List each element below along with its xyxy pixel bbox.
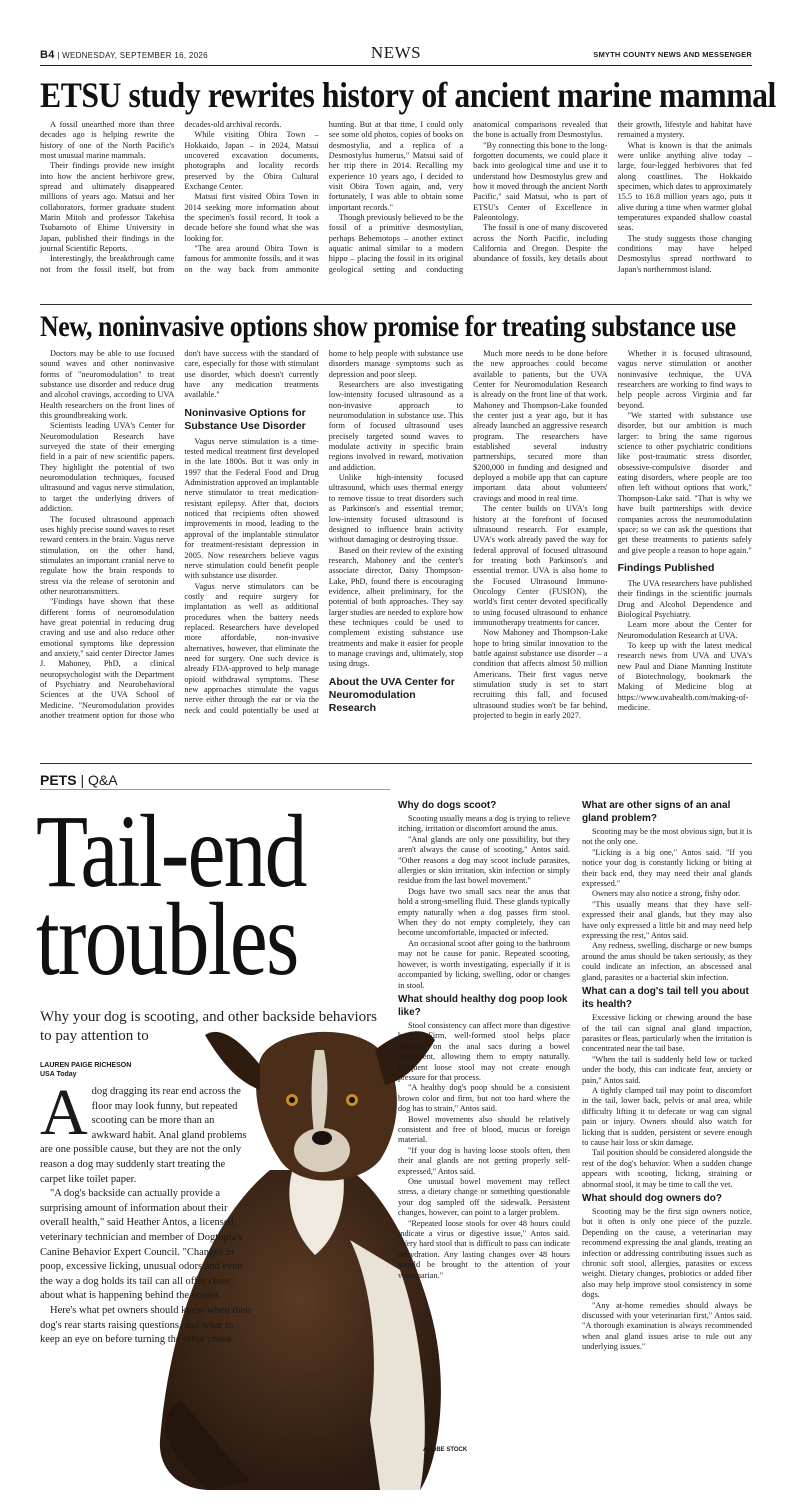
story2-headline: New, noninvasive options show promise for treating substance use <box>40 310 736 343</box>
paragraph: "The area around Obira Town is famous for ammonite fossils, and it was on the way back from ammonite hunting. But at that time, I could only see some old photos, copies of books on desmostylia, and a replica of a Desmostylus humerus," Matsui said of her trip there in 2014. Recalling my experience 10 years ago, I decided to visit Obira Town again, and, very fortunately, I was able to obtain some important records." <box>184 120 464 274</box>
paragraph: Learn more about the Center for Neuromodulation Research at UVA. <box>617 620 752 640</box>
folio-left: B4 | WEDNESDAY, SEPTEMBER 16, 2026 <box>40 48 208 61</box>
byline-org: USA Today <box>40 1071 77 1078</box>
paragraph: One unusual bowel movement may reflect stress, a dietary change or something questionable your dog sampled off the sidewalk. Persistent changes, however, can point to a larger problem. <box>398 1177 570 1218</box>
paragraph: Though previously believed to be the fossil of a primitive desmostylian, perhaps Behemotops – another extinct aquatic animal similar to a modern hippo – placing the fossil in its original geological setting and conducting anatomical comparisons revealed that the bone is actually from Desmostylus. <box>328 120 608 274</box>
story1-body <box>40 120 752 302</box>
pets-deck: Why your dog is scooting, and other backside behaviors to pay attention to <box>40 1009 378 1044</box>
paragraph: Based on their review of the existing research, Mahoney and the center's associate director, Daisy Thompson-Lake, PhD, found there is encouraging evidence, albeit preliminary, for the potential of both approaches. They say larger studies are needed to explore how these techniques could be used to complement existing substance use treatments and make it easier for people to manage cravings and, ultimately, stop using drugs. <box>328 545 464 669</box>
paragraph: Excessive licking or chewing around the base of the tail can signal anal gland impaction, parasites or fleas, particularly when the irritation is concentrated near the tail base. <box>582 1013 752 1054</box>
paragraph: "Anal glands are only one possibility, but they aren't always the cause of scooting," Antos said. "Other reasons a dog may scoot include parasites, allergies or skin irritation, skin infection or simply residue from the last bowel movement." <box>398 834 570 886</box>
paragraph: Much more needs to be done before the new approaches could become available to patients, but the UVA Center for Neuromodulation Research is already on the front line of that work. Mahoney and Thompson-Lake founded the center just a year ago, but it has already launched an aggressive research program. The researchers have established several industry partnerships, secured more than $200,000 in funding and designed and deployed a mobile app that can capture important data about volunteers' cravings and mood in real time. <box>473 349 608 503</box>
byline-name: LAUREN PAIGE RICHESON <box>40 1062 132 1069</box>
paragraph: dog dragging its rear end across the floor may look funny, but repeated scooting can be more than an awkward habit. Anal gland problems are one possible cause, but they are not the only reason a dog may suddenly start treating the carpet like toilet paper. <box>40 1086 247 1185</box>
question-heading: What should dog owners do? <box>582 1193 722 1204</box>
paragraph: "If your dog is having loose stools often, then their anal glands are not getting properly self-expressed," Antos said. <box>398 1145 570 1176</box>
headline-line: Tail-end <box>36 794 306 909</box>
divider <box>40 763 752 764</box>
paragraph: The focused ultrasound approach uses highly precise sound waves to reset reward centers in the brain. Vagus nerve stimulation, on the other hand, stimulates an important cranial nerve to regulate how the brain responds to stress via the release of serotonin and other neurotransmitters. <box>40 514 175 596</box>
subhead: Findings Published <box>617 561 715 574</box>
story1-headline: ETSU study rewrites history of ancient marine mammal <box>40 75 776 115</box>
paragraph: While visiting Obira Town – Hokkaido, Japan – in 2024, Matsui uncovered excavation documents, photographs and locality records preserved by the Obira Cultural Exchange Center. <box>184 130 319 192</box>
paragraph: "This usually means that they have self-expressed their anal glands, but they may also have only expressed a little bit and may need help expressing the rest," Antos said. <box>582 899 752 941</box>
pets-section-label: PETS | Q&A <box>40 772 118 788</box>
paragraph: The center builds on UVA's long history at the forefront of focused ultrasound research. For example, UVA's work already paved the way for federal approval of focused ultrasound for treating both Parkinson's and essential tremor. UVA is also home to the Focused Ultrasound Immuno-Oncology Center (FUSION), the world's first center devoted specifically to using focused ultrasound to enhance immunotherapy treatments for cancer. <box>473 504 608 627</box>
paragraph: "When the tail is suddenly held low or tucked under the body, this can indicate fear, anxiety or pain," Antos said. <box>582 1054 752 1085</box>
pets-headline <box>36 794 365 997</box>
paragraph: Here's what pet owners should know when their dog's rear starts raising questions, and what to keep an eye on before turning the other cheek. <box>40 1304 252 1346</box>
paragraph: An occasional scoot after going to the bathroom may not be cause for panic. Repeated scooting, however, is worth investigating, especially if it is accompanied by licking, swelling, odor or changes in stool. <box>398 938 570 990</box>
photo-credit: ADOBE STOCK <box>423 1447 468 1453</box>
question-heading: What are other signs of an anal gland problem? <box>582 800 731 824</box>
subhead: Noninvasive Options for Substance Use Disorder <box>184 406 306 432</box>
paragraph: Matsui first visited Obira Town in 2014 seeking more information about the specimen's fossil record. It took a decade before she found what she was looking for. <box>184 192 319 243</box>
paragraph: Any redness, swelling, discharge or new bumps around the anus should be taken seriously, as they could indicate an infection, an abscessed anal gland, parasites or a bacterial skin infection. <box>582 941 752 982</box>
paragraph: "By connecting this bone to the long-forgotten documents, we could place it back into geological time and use it to understand how Desmostylus grew and how it moved through the ancient North Pacific," said Matsui, who is part of ETSU's Center of Excellence in Paleontology. <box>473 140 608 223</box>
paragraph: "Findings have shown that these different forms of neuromodulation have great potential in reducing drug craving and use and also reduce other emotional symptoms like depression and anxiety," said center Director James J. Mahoney, PhD, a clinical neuropsychologist with the Department of Psychiatry and Neurobehavioral Sciences at the UVA School of Medicine. "Neuromodulation provides another treatment option for those who don't have success with the standard of care, especially for those with stimulant use disorder, which doesn't currently have any medication treatments available." <box>40 349 319 721</box>
question-heading: Why do dogs scoot? <box>398 800 497 811</box>
paragraph: A tightly clamped tail may point to discomfort in the tail, lower back, pelvis or anal area, while difficulty lifting it to defecate or wag can signal pain or injury. Owners should also watch for licking that is sudden, persistent or severe enough to cause hair loss or skin damage. <box>582 1085 752 1147</box>
issue-date: WEDNESDAY, SEPTEMBER 16, 2026 <box>62 50 208 60</box>
question-heading: What can a dog's tail tell you about its health? <box>582 986 749 1011</box>
qa-column-right <box>582 797 752 1353</box>
qa-label: Q&A <box>88 772 118 788</box>
paragraph: "Repeated loose stools for over 48 hours could indicate a virus or digestive issue," Antos said. "Very hard stool that is difficult to pass can indicate dehydration. Any lasting changes over 48 hours should be brought to the attention of your veterinarian." <box>398 1218 570 1280</box>
paragraph: A fossil unearthed more than three decades ago is helping rewrite the history of one of the North Pacific's most unusual marine mammals. <box>40 120 175 161</box>
qa-column-middle <box>398 797 570 1281</box>
paragraph: Interestingly, the breakthrough came not from the fossil itself, but from decades-old archival records. <box>40 120 282 274</box>
paragraph: The UVA researchers have published their findings in the scientific journals Drug and Alcohol Dependence and Biological Psychiatry. <box>617 578 752 619</box>
paragraph: Scientists leading UVA's Center for Neuromodulation Research have surveyed the state of their emerging field in a pair of new scientific papers. They highlight the potential of two neuromodulation techniques, focused ultrasound and vagus nerve stimulation, to target the underlying drivers of addiction. <box>40 421 175 514</box>
section-name: NEWS <box>370 43 422 62</box>
pets-lead <box>40 1076 252 1348</box>
paragraph: Unlike high-intensity focused ultrasound, which uses thermal energy to remove tissue to treat disorders such as Parkinson's and essential tremor, low-intensity focused ultrasound is designed to influence brain activity without damaging or destroying tissue. <box>328 473 464 545</box>
divider <box>40 789 390 790</box>
paragraph: Vagus nerve stimulation is a time-tested medical treatment first developed in the late 1800s. But it was only in 1997 that the Federal Food and Drug Administration approved an implantable nerve stimulator to treat medication-resistant epilepsy. After that, doctors noticed that recipients often showed improvements in mood, leading to the approval of the implantable stimulator for treatment-resistant depression in 2005. Now researchers believe vagus nerve stimulation could benefit people with substance use disorder. <box>184 436 319 581</box>
paragraph: Dogs have two small sacs near the anus that hold a strong-smelling fluid. These glands typically empty naturally when a dog passes firm stool. When they do not empty completely, they can become uncomfortable, impacted or infected. <box>398 886 570 938</box>
pets-label: PETS <box>40 772 77 788</box>
paragraph: "We started with substance use disorder, but our ambition is much larger: to bring the same rigorous science to other psychiatric conditions like post-traumatic stress disorder, obsessive-compulsive disorder and eating disorders, where people are too often left without options that work," Thompson-Lake said. "That is why we have built partnerships with device companies across the neuromodulation space; so we can ask the questions that get these treatments to patients safely and give people a reason to hope again." <box>617 411 752 555</box>
paragraph: "Any at-home remedies should always be discussed with your veterinarian first," Antos said. "A thorough examination is always recommended when anal gland issues arise to rule out any underlying issues." <box>582 1300 752 1352</box>
paragraph: "A healthy dog's poop should be a consistent brown color and firm, but not too hard where the dog has to strain," Antos said. <box>398 1083 570 1114</box>
page-number: B4 <box>40 48 55 61</box>
paragraph: Owners may also notice a strong, fishy odor. <box>592 889 741 899</box>
page-folio <box>40 44 752 66</box>
divider <box>40 304 752 305</box>
paragraph: What is known is that the animals were unlike anything alive today – large, four-legged herbivores that fed along coastlines. The Hokkaido specimen, which dates to approximately 15.5 to 16.8 million years ago, puts it alive during a time when warmer global temperatures expanded shallow coastal seas. <box>617 140 752 233</box>
paragraph: Stool consistency can affect more than digestive health. Firm, well-formed stool helps place pressure on the anal sacs during a bowel movement, allowing them to empty naturally. Frequent loose stool may not create enough pressure for that process. <box>398 1020 570 1082</box>
paragraph: "A dog's backside can actually provide a surprising amount of information about their overall health," said Heather Antos, a licensed veterinary technician and member of Dogtopia's Canine Behavior Expert Council. "Changes in poop, excessive licking, unusual odors and even the way a dog holds its tail can all offer clues about what is happening behind the scenes. <box>40 1188 243 1302</box>
subhead: About the UVA Center for Neuromodulation Research <box>328 675 455 714</box>
paragraph: Researchers are also investigating low-intensity focused ultrasound as a non-invasive approach to neuromodulation in substance use. This form of focused ultrasound uses precisely targeted sound waves to modulate activity in specific brain regions involved in reward, motivation and addiction. <box>328 380 464 472</box>
paragraph: Doctors may be able to use focused sound waves and other noninvasive forms of "neuromodulation" to treat substance use disorder and reduce drug and alcohol cravings, according to UVA Health researchers on the front lines of this groundbreaking work. <box>40 349 175 421</box>
paragraph: Now Mahoney and Thompson-Lake hope to bring similar innovation to the battle against substance use disorder – a condition that affects almost 50 million Americans. Their first vagus nerve stimulation study is set to start recruiting this fall, and focused ultrasound studies won't be far behind, projected to begin in early 2027. <box>473 628 608 721</box>
headline-line: troubles <box>36 882 298 997</box>
paragraph: Scooting may be the most obvious sign, but it is not the only one. <box>582 827 752 847</box>
story2-body <box>40 349 752 761</box>
paragraph: Tail position should be considered alongside the rest of the dog's behavior. When a sudden change appears with scooting, licking, straining or abnormal stool, it may be time to call the vet. <box>582 1148 752 1189</box>
question-heading: What should healthy dog poop look like? <box>398 993 568 1018</box>
drop-cap: A <box>40 1076 88 1149</box>
paragraph: Scooting usually means a dog is trying to relieve itching, irritation or discomfort around the anus. <box>398 814 570 834</box>
paragraph: Vagus nerve stimulators can be costly and require surgery for implantation as well as additional procedures when the battery needs replaced. Researchers have developed more affordable, non-invasive alternatives, however, that eliminate the need for surgery. One such device is already FDA-approved to help manage opioid withdrawal symptoms. These new approaches stimulate the vagus nerve either through the ear or via the neck and could potentially be used at home to help people with substance use disorders manage symptoms such as depression and poor sleep. <box>184 349 464 715</box>
paragraph: Bowel movements also should be relatively consistent and free of blood, mucus or foreign material. <box>398 1114 570 1145</box>
newspaper-name: SMYTH COUNTY NEWS AND MESSENGER <box>593 50 752 59</box>
paragraph: Their findings provide new insight into how the ancient herbivore grew, spread and ultimately disappeared millions of years ago. Matsui and her collaborators, former graduate student Marin Mitoh and professor Takehisa Tsubamoto of Ehime University in Japan, published their findings in the journal Scientific Reports. <box>40 161 175 254</box>
paragraph: The fossil is one of many discovered across the North Pacific, including California and Oregon. Despite the abundance of fossils, key details about their growth, lifestyle and habitat have remained a mystery. <box>473 120 752 264</box>
paragraph: Scooting may be the first sign owners notice, but it often is only one piece of the puzzle. Depending on the cause, a veterinarian may recommend expressing the anal glands, treating an infection or addressing contributing issues such as chronic soft stool, allergies, parasites or excess weight. Dietary changes, probiotics or added fiber also may help improve stool consistency in some dogs. <box>582 1207 752 1300</box>
paragraph: The study suggests those changing conditions may have helped Desmostylus spread northward to Japan's northernmost island. <box>617 233 752 274</box>
paragraph: Whether it is focused ultrasound, vagus nerve stimulation or another noninvasive technique, the UVA researchers are working to find ways to help people across Virginia and far beyond. <box>617 349 752 410</box>
paragraph: "Licking is a big one," Antos said. "If you notice your dog is constantly licking or biting at their back end, they may need their anal glands expressed." <box>582 847 752 889</box>
paragraph: To keep up with the latest medical research news from UVA and UVA's new Paul and Diane Manning Institute of Biotechnology, bookmark the Making of Medicine blog at https://www.uvahealth.com/making-of-medicine. <box>617 640 752 712</box>
